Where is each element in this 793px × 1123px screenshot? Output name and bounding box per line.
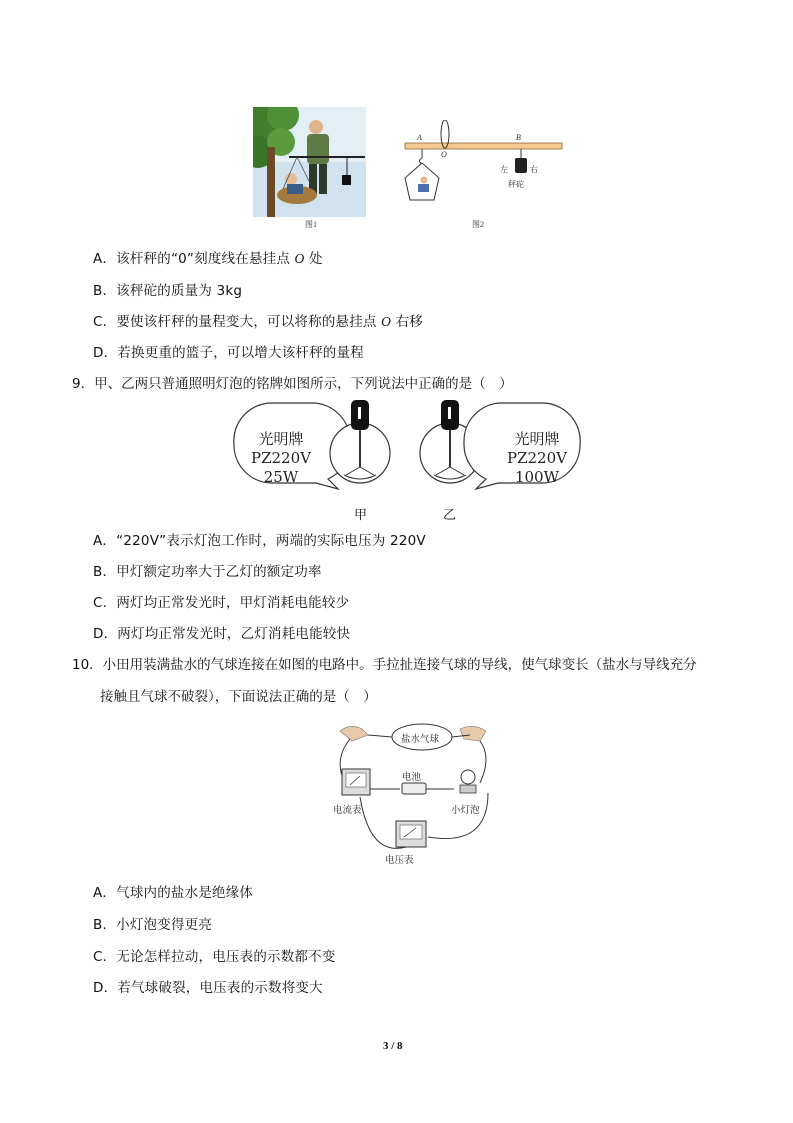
q10-option-d: D．若气球破裂，电压表的示数将变大 <box>93 980 323 996</box>
figure-2-diagram <box>400 120 570 220</box>
q9-option-a: A．“220V”表示灯泡工作时，两端的实际电压为 220V <box>93 533 426 549</box>
label-voltmeter: 电压表 <box>385 855 414 866</box>
page-number: 3 / 8 <box>383 1040 403 1052</box>
label-weight: 秤砣 <box>508 180 524 189</box>
q10-option-b: B．小灯泡变得更亮 <box>93 917 213 933</box>
bulb-label-jia: 甲 <box>354 508 368 523</box>
label-b: B <box>516 133 521 142</box>
plate-left: 光明牌 PZ220V 25W <box>251 430 311 486</box>
label-right: 右 <box>530 165 538 174</box>
q9-stem: 9．甲、乙两只普通照明灯泡的铭牌如图所示，下列说法中正确的是（ ） <box>72 376 513 392</box>
q8-option-a: A．该杆秤的“0”刻度线在悬挂点 O 处 <box>93 251 323 267</box>
bulb-label-yi: 乙 <box>443 508 457 523</box>
q10-stem-line2: 接触且气球不破裂），下面说法正确的是（ ） <box>100 689 377 705</box>
figure-2-caption: 图2 <box>472 220 484 229</box>
label-ammeter: 电流表 <box>333 805 362 816</box>
label-o: O <box>441 150 447 159</box>
q8-option-b: B．该秤砣的质量为 3kg <box>93 283 243 299</box>
figure-1-caption: 图1 <box>305 220 317 229</box>
plate-right: 光明牌 PZ220V 100W <box>507 430 567 486</box>
q8-option-c: C．要使该杆秤的量程变大，可以将称的悬挂点 O 右移 <box>93 314 423 330</box>
label-a: A <box>417 133 422 142</box>
q9-option-b: B．甲灯额定功率大于乙灯的额定功率 <box>93 564 322 580</box>
q10-option-c: C．无论怎样拉动，电压表的示数都不变 <box>93 949 336 965</box>
q10-stem-line1: 10．小田用装满盐水的气球连接在如图的电路中。手拉扯连接气球的导线，使气球变长（盐水与导线充分 <box>72 657 697 673</box>
label-bulb: 小灯泡 <box>451 805 480 816</box>
q8-option-d: D．若换更重的篮子，可以增大该杆秤的量程 <box>93 345 364 361</box>
q10-option-a: A．气球内的盐水是绝缘体 <box>93 885 254 901</box>
label-balloon: 盐水气球 <box>401 734 440 745</box>
q9-option-d: D．两灯均正常发光时，乙灯消耗电能较快 <box>93 626 351 642</box>
figure-1-photo <box>253 107 366 217</box>
label-left: 左 <box>500 165 508 174</box>
label-battery: 电池 <box>402 772 422 783</box>
q9-option-c: C．两灯均正常发光时，甲灯消耗电能较少 <box>93 595 350 611</box>
